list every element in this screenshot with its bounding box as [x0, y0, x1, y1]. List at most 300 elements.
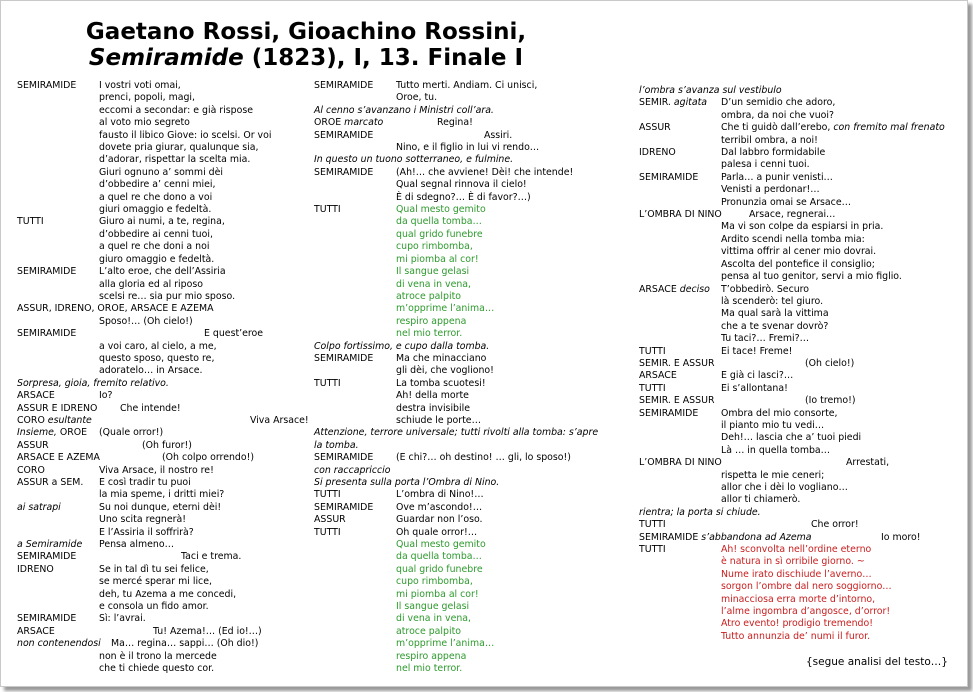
- speaker-label: [639, 581, 721, 593]
- verse-line: Tutto annunzia de’ numi il furor.: [721, 630, 871, 642]
- speaker-label: [314, 638, 396, 650]
- verse-text: [99, 489, 307, 501]
- verse-text: [396, 403, 636, 415]
- stage-direction: [17, 378, 307, 390]
- verse-line: T’obbedirò. Securo: [721, 283, 810, 295]
- verse-line: (Oh furor!): [142, 439, 192, 451]
- speaker-label: [17, 192, 99, 204]
- libretto-line: [17, 601, 307, 613]
- speaker-label: [314, 279, 396, 291]
- verse-text: [721, 159, 969, 171]
- stage-direction-text: con raccapriccio: [314, 464, 391, 476]
- libretto-line: [17, 415, 307, 427]
- verse-line: Qual mesto gemito: [396, 204, 486, 216]
- libretto-line: [314, 316, 636, 328]
- libretto-line: [17, 539, 307, 551]
- speaker-label: [639, 221, 721, 233]
- verse-line: dovete pria giurar, qualunque sia,: [99, 142, 259, 154]
- verse-text: [162, 452, 307, 464]
- speaker-label: [639, 197, 721, 209]
- speaker-label: [17, 489, 99, 501]
- verse-line: là scenderò: tel giuro.: [721, 295, 824, 307]
- verse-line: rispetta le mie ceneri;: [721, 469, 825, 481]
- verse-text: [396, 576, 636, 588]
- verse-line: nel mio terror.: [396, 663, 463, 675]
- verse-line: E l’Assiria il soffrirà?: [99, 526, 194, 538]
- speaker-name: TUTTI: [639, 382, 666, 394]
- libretto-line: [17, 179, 307, 191]
- libretto-line: [639, 482, 969, 494]
- stage-direction: [314, 341, 636, 353]
- verse-line: d’adorar, rispettar la scelta mia.: [99, 154, 251, 166]
- verse-line: Il sangue gelasi: [396, 601, 470, 613]
- verse-line: Deh!… lascia che a’ tuoi piedi: [721, 432, 862, 444]
- speaker-name: TUTTI: [639, 544, 666, 556]
- speaker-label: [314, 527, 396, 539]
- speaker-label: [314, 328, 396, 340]
- libretto-line: [17, 167, 307, 179]
- speaker-label: [639, 432, 721, 444]
- verse-line: al voto mio segreto: [99, 117, 190, 129]
- verse-line: (E chi?… oh destino! … gli, lo sposo!): [396, 452, 571, 464]
- speaker-name: SEMIRAMIDE: [639, 407, 699, 419]
- verse-text: [396, 589, 636, 601]
- speaker-label: [639, 420, 721, 432]
- verse-text: [805, 395, 969, 407]
- verse-line: cupo rimbomba,: [396, 576, 473, 588]
- libretto-line: [314, 142, 636, 154]
- libretto-line: [314, 589, 636, 601]
- verse-text: [99, 192, 307, 204]
- libretto-line: [17, 353, 307, 365]
- speaker-label: [639, 594, 721, 606]
- libretto-line: [17, 154, 307, 166]
- libretto-line: [639, 259, 969, 271]
- verse-text: [396, 663, 636, 675]
- verse-line: che a te svenar dovrò?: [721, 320, 829, 332]
- verse-text: [396, 502, 636, 514]
- verse-line: Che ti guidò dall’erebo,: [721, 122, 831, 134]
- verse-text: [396, 167, 636, 179]
- libretto-column-1: [17, 80, 307, 676]
- speaker-label: [314, 489, 396, 501]
- verse-line: Ma qual sarà la vittima: [721, 308, 829, 320]
- verse-line: Ma vi son colpe da espiarsi in pria.: [721, 221, 884, 233]
- stage-direction-text: In questo un tuono sotterraneo, e fulmine.: [314, 154, 514, 166]
- verse-text: [721, 606, 969, 618]
- libretto-line: [639, 122, 969, 134]
- verse-text: [396, 303, 636, 315]
- speaker-name: TUTTI: [314, 489, 341, 501]
- speaker-label: [639, 234, 721, 246]
- verse-line: respiro appena: [396, 315, 467, 327]
- libretto-line: [639, 197, 969, 209]
- verse-text: [721, 556, 969, 568]
- verse-line: Atro evento! prodigio tremendo!: [721, 618, 874, 630]
- libretto-line: [639, 321, 969, 333]
- verse-line: d’obbedire a’ cenni miei,: [99, 179, 216, 191]
- verse-line: l’alme ingombra d’angosce, d’orror!: [721, 606, 891, 618]
- verse-text: [99, 117, 307, 129]
- verse-text: [721, 445, 969, 457]
- verse-text: [99, 465, 307, 477]
- speaker-name: ASSUR: [17, 439, 49, 451]
- speaker-name: IDRENO: [639, 147, 676, 159]
- verse-text: [396, 601, 636, 613]
- verse-line: E così tradir tu puoi: [99, 477, 191, 488]
- verse-text: [396, 378, 636, 390]
- verse-text: [749, 209, 969, 221]
- verse-line: vittima offrir al cener mio dovrai.: [721, 246, 877, 258]
- speaker-label: [639, 333, 721, 345]
- libretto-line: [639, 234, 969, 246]
- verse-line: Tutto merti. Andiam. Ci unisci,: [396, 80, 538, 91]
- speaker-name: ARSACE: [17, 625, 55, 637]
- speaker-label: [17, 229, 99, 241]
- verse-line: Venisti a perdonar!…: [721, 184, 820, 196]
- speaker-label: [314, 353, 396, 365]
- speaker-label: [639, 383, 721, 395]
- verse-line: Tu taci?… Fremi?…: [721, 333, 809, 345]
- libretto-line: [17, 254, 307, 266]
- speaker-name: SEMIR.: [639, 97, 671, 109]
- verse-text: [396, 638, 636, 650]
- speaker-label: [17, 167, 99, 179]
- verse-text: [142, 440, 307, 452]
- speaker-label: [17, 266, 99, 278]
- speaker-label: [639, 135, 721, 147]
- speaker-label: [17, 551, 181, 563]
- libretto-line: [639, 333, 969, 345]
- libretto-line: [17, 130, 307, 142]
- speaker-label: [639, 631, 721, 643]
- speaker-label: [639, 395, 805, 407]
- speaker-label: [314, 216, 396, 228]
- libretto-line: [17, 489, 307, 501]
- verse-line: prenci, popoli, magi,: [99, 92, 195, 104]
- verse-line: mi piomba al cor!: [396, 588, 479, 600]
- libretto-line: [314, 353, 636, 365]
- verse-line: Là … in quella tomba…: [721, 444, 831, 456]
- libretto-line: [17, 465, 307, 477]
- speaker-label: [17, 502, 99, 514]
- verse-line: Io?: [99, 390, 113, 402]
- speaker-name: OROE: [56, 427, 88, 439]
- verse-line: Ardito scendi nella tomba mia:: [721, 233, 865, 245]
- libretto-line: [314, 415, 636, 427]
- verse-line: ombra, da noi che vuoi?: [721, 109, 834, 121]
- speaker-label: [17, 204, 99, 216]
- verse-text: [881, 532, 969, 544]
- speaker-label: [17, 390, 99, 402]
- verse-text: [396, 452, 636, 464]
- verse-text: [99, 241, 307, 253]
- verse-line: scelsi re… sia pur mio sposo.: [99, 290, 236, 302]
- libretto-line: [314, 613, 636, 625]
- verse-line: respiro appena: [396, 650, 467, 662]
- libretto-line: [639, 606, 969, 618]
- libretto-column-3: [639, 85, 969, 643]
- speaker-label: [639, 470, 721, 482]
- speaker-direction: agitata: [670, 97, 708, 109]
- speaker-label: [17, 92, 99, 104]
- verse-line: fausto il libico Giove: io scelsi. Or voi: [99, 129, 272, 141]
- speaker-label: [17, 154, 99, 166]
- verse-text: [721, 594, 969, 606]
- verse-text: [99, 167, 307, 179]
- speaker-label: [17, 403, 120, 415]
- libretto-line: [314, 80, 636, 92]
- speaker-label: [314, 452, 396, 464]
- libretto-line: [17, 117, 307, 129]
- speaker-label: [314, 142, 396, 154]
- verse-line: e consola un fido amor.: [99, 601, 209, 613]
- libretto-line: [17, 316, 307, 328]
- verse-line: Sì: l’avrai.: [99, 613, 146, 625]
- verse-text: [721, 618, 969, 630]
- speaker-direction: ai satrapi: [17, 501, 61, 513]
- verse-text: [99, 229, 307, 241]
- libretto-line: [314, 651, 636, 663]
- verse-line: Giuro ai numi, a te, regina,: [99, 216, 225, 228]
- verse-text: [204, 328, 307, 340]
- speaker-label: [17, 539, 99, 551]
- verse-line: Dal labbro formidabile: [721, 147, 826, 159]
- libretto-line: [639, 370, 969, 382]
- speaker-name: SEMIRAMIDE: [17, 613, 77, 625]
- speaker-name: ARSACE: [639, 283, 677, 295]
- title-line-1: Gaetano Rossi, Gioachino Rossini,: [85, 19, 527, 45]
- verse-text: [99, 601, 307, 613]
- verse-line: Taci e trema.: [181, 551, 242, 563]
- verse-text: [99, 390, 307, 402]
- libretto-line: [639, 594, 969, 606]
- libretto-line: [17, 551, 307, 563]
- libretto-line: [17, 192, 307, 204]
- verse-text: [721, 135, 969, 147]
- speaker-label: [314, 167, 396, 179]
- libretto-line: [17, 303, 307, 315]
- speaker-label: [639, 184, 721, 196]
- speaker-label: [314, 204, 396, 216]
- speaker-label: [314, 564, 396, 576]
- verse-text: [721, 110, 969, 122]
- speaker-label: [17, 427, 99, 439]
- speaker-name: CORO: [17, 464, 45, 476]
- verse-line: sorgon l’ombre dal nero soggiorno…: [721, 581, 892, 593]
- verse-line: Ma… regina… sappi… (Oh dio!): [111, 638, 259, 650]
- verse-text: [99, 291, 307, 303]
- libretto-line: [639, 556, 969, 568]
- verse-text: [721, 370, 969, 382]
- verse-line: terribil ombra, a noi!: [721, 134, 818, 146]
- verse-line: schiude le porte…: [396, 414, 481, 426]
- verse-line: Nume irato dischiude l’averno…: [721, 568, 872, 580]
- title-opera: Semiramide: [88, 45, 244, 71]
- verse-line: atroce palpito: [396, 290, 461, 302]
- speaker-name: CORO: [17, 414, 45, 426]
- verse-line: Ma che minacciano: [396, 352, 487, 364]
- stage-direction-text: rientra; la porta si chiude.: [639, 506, 761, 518]
- verse-line: La tomba scuotesi!: [396, 377, 486, 389]
- verse-text: [99, 539, 307, 551]
- speaker-label: [314, 192, 396, 204]
- libretto-line: [314, 564, 636, 576]
- verse-text: [721, 197, 969, 209]
- speaker-label: [639, 370, 721, 382]
- verse-line: D’un semidio che adoro,: [721, 97, 836, 109]
- libretto-line: [639, 631, 969, 643]
- libretto-line: [639, 519, 969, 531]
- verse-text: [396, 254, 636, 266]
- libretto-line: [314, 92, 636, 104]
- libretto-line: [17, 365, 307, 377]
- verse-text: [805, 358, 969, 370]
- libretto-line: [314, 403, 636, 415]
- speaker-label: [639, 519, 811, 531]
- speaker-label: [17, 651, 99, 663]
- verse-line: (Quale orror!): [99, 427, 164, 439]
- libretto-line: [639, 209, 969, 221]
- speaker-name: SEMIRAMIDE: [17, 328, 77, 340]
- stage-direction-text: Si presenta sulla porta l’Ombra di Nino.: [314, 477, 500, 488]
- speaker-label: [314, 551, 396, 563]
- verse-text: [99, 576, 307, 588]
- libretto-line: [639, 296, 969, 308]
- verse-line: Viva Arsace, il nostro re!: [99, 464, 214, 476]
- libretto-line: [639, 581, 969, 593]
- verse-line: L’alto eroe, che dell’Assiria: [99, 266, 226, 278]
- verse-line: alla gloria ed al riposo: [99, 278, 203, 290]
- libretto-line: [314, 117, 636, 129]
- verse-line: Pronunzia omai se Arsace…: [721, 196, 851, 208]
- speaker-label: [314, 613, 396, 625]
- verse-text: [396, 564, 636, 576]
- verse-text: [99, 477, 307, 489]
- speaker-label: [639, 618, 721, 630]
- speaker-label: [639, 246, 721, 258]
- verse-text: [99, 514, 307, 526]
- libretto-line: [17, 589, 307, 601]
- speaker-name: SEMIRAMIDE: [17, 551, 77, 563]
- verse-text: [721, 147, 969, 159]
- verse-text: [396, 415, 636, 427]
- libretto-line: [639, 271, 969, 283]
- speaker-label: [17, 452, 162, 464]
- libretto-line: [17, 204, 307, 216]
- verse-line: a voi caro, al cielo, a me,: [99, 340, 217, 352]
- speaker-label: [17, 663, 99, 675]
- speaker-label: [639, 110, 721, 122]
- verse-line: gli dèi, che vogliono!: [396, 365, 494, 377]
- stage-direction-text: l’ombra s’avanza sul vestibulo: [639, 85, 782, 96]
- libretto-line: [314, 291, 636, 303]
- libretto-line: [17, 390, 307, 402]
- stage-direction: [314, 440, 636, 452]
- libretto-line: [314, 663, 636, 675]
- verse-text: [99, 254, 307, 266]
- libretto-line: [639, 159, 969, 171]
- speaker-name: OROE: [314, 117, 342, 129]
- speaker-label: [314, 291, 396, 303]
- verse-line: Tu! Azema!… (Ed io!…): [153, 625, 262, 637]
- speaker-name: ARSACE E AZEMA: [17, 452, 100, 464]
- stage-direction: [314, 105, 636, 117]
- verse-line: da quella tomba…: [396, 216, 482, 228]
- verse-text: [721, 271, 969, 283]
- verse-line: È di sdegno?… È di favor?…): [396, 191, 531, 203]
- title-line-2: [1, 45, 611, 71]
- speaker-label: [639, 346, 721, 358]
- libretto-line: [314, 279, 636, 291]
- verse-line: giuri omaggio e fedeltà.: [99, 204, 212, 216]
- verse-text: [396, 279, 636, 291]
- verse-text: [250, 415, 309, 427]
- verse-text: [396, 316, 636, 328]
- verse-line: Oh quale orror!…: [396, 526, 478, 538]
- libretto-line: [314, 502, 636, 514]
- libretto-line: [314, 489, 636, 501]
- libretto-line: [639, 358, 969, 370]
- libretto-line: [314, 626, 636, 638]
- verse-text: [721, 569, 969, 581]
- verse-text: [721, 432, 969, 444]
- speaker-name: SEMIRAMIDE: [17, 80, 77, 91]
- speaker-label: [314, 539, 396, 551]
- verse-text: [396, 142, 636, 154]
- verse-text: [396, 291, 636, 303]
- libretto-line: [639, 457, 969, 469]
- verse-line: I vostri voti omai,: [99, 80, 181, 91]
- verse-line: Ah! della morte: [396, 390, 469, 402]
- speaker-label: [17, 142, 99, 154]
- verse-line: palesa i cenni tuoi.: [721, 159, 810, 171]
- speaker-label: [314, 130, 484, 142]
- verse-text: [111, 638, 307, 650]
- verse-line: Che orror!: [811, 519, 859, 531]
- speaker-label: [639, 445, 721, 457]
- speaker-label: [639, 532, 881, 544]
- stage-direction-text: Attenzione, terrore universale; tutti rivolti alla tomba: s’apre: [314, 427, 599, 439]
- libretto-line: [639, 184, 969, 196]
- libretto-line: [639, 408, 969, 420]
- verse-text: [721, 122, 969, 134]
- libretto-line: [639, 532, 969, 544]
- speaker-label: [639, 457, 846, 469]
- verse-line: E quest’eroe: [204, 328, 264, 340]
- verse-text: [99, 527, 307, 539]
- verse-line: L’ombra di Nino!…: [396, 489, 484, 501]
- verse-text: [99, 154, 307, 166]
- verse-line: qual grido funebre: [396, 563, 483, 575]
- verse-line: destra invisibile: [396, 402, 470, 414]
- verse-line: qual grido funebre: [396, 228, 483, 240]
- libretto-line: [314, 452, 636, 464]
- verse-text: [396, 551, 636, 563]
- speaker-name: TUTTI: [639, 519, 666, 531]
- stage-direction: [314, 427, 636, 439]
- speaker-label: [314, 415, 396, 427]
- speaker-name: ARSACE: [17, 390, 55, 402]
- verse-line: eccomi a secondar: e già rispose: [99, 104, 253, 116]
- verse-line: pensa al tuo genitor, servi a mio figlio.: [721, 271, 902, 283]
- libretto-line: [639, 246, 969, 258]
- speaker-label: [17, 527, 99, 539]
- verse-text: [396, 353, 636, 365]
- speaker-label: [639, 172, 721, 184]
- verse-line: m’opprime l’anima…: [396, 638, 495, 650]
- verse-text: [99, 204, 307, 216]
